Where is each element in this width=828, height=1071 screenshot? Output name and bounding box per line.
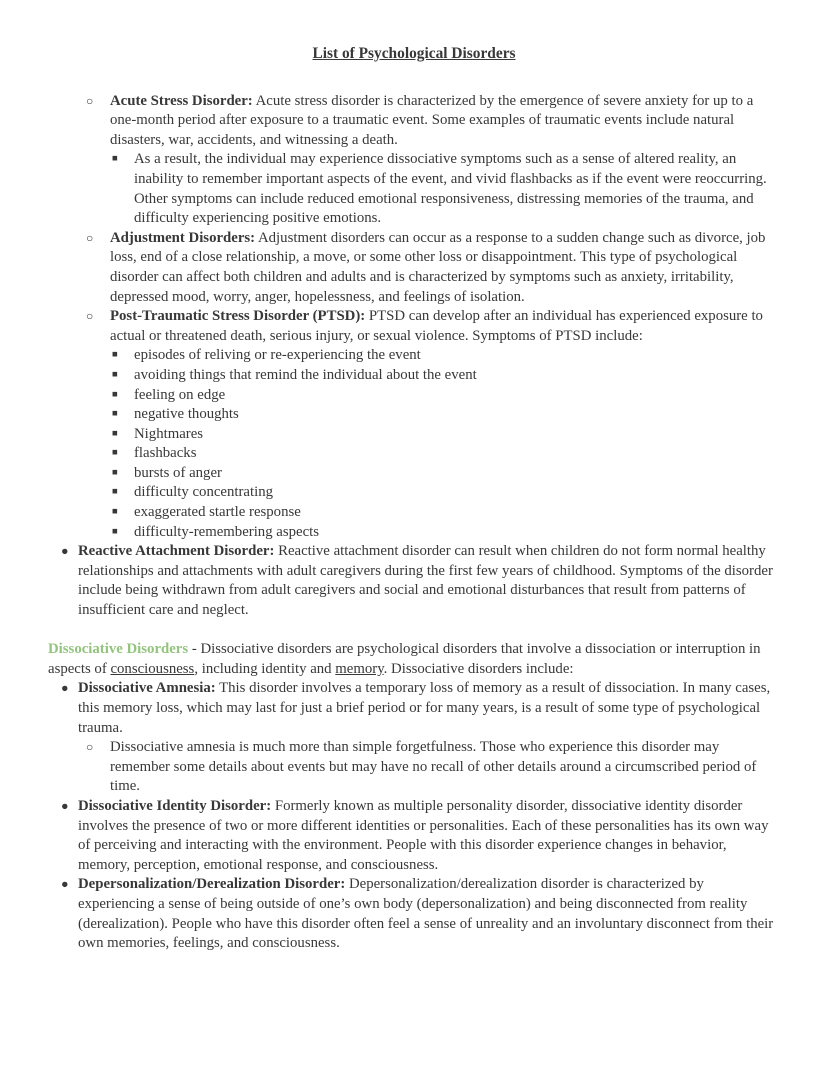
hollow-circle-bullet: ○ xyxy=(86,93,94,108)
list-item-acute-stress-detail xyxy=(48,150,780,228)
item-body: As a result, the individual may experience dissociative symptoms such as a sense of altered reality, an inability to remember important aspects of the event, and vivid flashbacks as if the event were reoccurring. Other symptoms can include reduced emotional responsiveness, distressing memories of the trauma, and difficulty experiencing positive emotions. xyxy=(134,151,767,227)
item-body: difficulty-remembering aspects xyxy=(134,523,320,540)
item-body: Reactive attachment disorder can result when children do not form normal healthy relationships and attachments with adult caregivers during the first few years of childhood. Symptoms of the disorder include being withdrawn from adult caregivers and social and emotional disturbances that result from patterns of insufficient care and neglect. xyxy=(78,543,773,619)
hollow-circle-bullet: ○ xyxy=(86,309,94,324)
ptsd-symptom-item xyxy=(48,386,780,406)
list-item-depersonalization xyxy=(48,875,780,953)
underlined-term-consciousness: consciousness xyxy=(110,660,195,677)
list-item-reactive-attachment xyxy=(48,542,780,620)
item-lead: Reactive Attachment Disorder: xyxy=(78,543,275,560)
document-title: List of Psychological Disorders xyxy=(312,45,516,62)
list-item-amnesia-detail xyxy=(48,738,780,797)
square-bullet: ■ xyxy=(112,467,118,478)
item-body: feeling on edge xyxy=(134,386,226,403)
ptsd-symptom-item xyxy=(48,405,780,425)
item-body: avoiding things that remind the individual about the event xyxy=(134,366,477,383)
underlined-term-memory: memory xyxy=(335,660,384,677)
square-bullet: ■ xyxy=(112,154,118,165)
list-item-ptsd xyxy=(48,307,780,346)
list-item-text xyxy=(110,308,763,344)
item-lead: Dissociative Amnesia: xyxy=(78,680,216,697)
item-lead: Adjustment Disorders: xyxy=(110,229,256,246)
ptsd-symptom-item xyxy=(48,503,780,523)
square-bullet: ■ xyxy=(112,389,118,400)
item-body: Adjustment disorders can occur as a response to a sudden change such as divorce, job loss, end of a close relationship, a move, or some other loss or disappointment. This type of psychological disorder can affect both children and adults and is characterized by symptoms such as anxiety, irritability, depressed mood, worry, anger, hopelessness, and feelings of isolation. xyxy=(110,229,766,305)
ptsd-symptom-item xyxy=(48,464,780,484)
list-item-adjustment xyxy=(48,229,780,307)
stress-disorders-list xyxy=(48,92,780,621)
intro-text: . Dissociative disorders include: xyxy=(383,660,574,677)
intro-text: , including identity and xyxy=(194,660,336,677)
item-body: bursts of anger xyxy=(134,464,222,481)
item-lead: Depersonalization/Derealization Disorder: xyxy=(78,876,346,893)
dissociative-intro-paragraph xyxy=(48,640,780,679)
item-lead: Post-Traumatic Stress Disorder (PTSD): xyxy=(110,308,366,325)
ptsd-symptom-item xyxy=(48,346,780,366)
disc-bullet: ● xyxy=(61,544,69,559)
item-body: episodes of reliving or re-experiencing the event xyxy=(134,347,421,364)
list-item-text xyxy=(78,543,773,618)
disc-bullet: ● xyxy=(61,798,69,813)
disc-bullet: ● xyxy=(61,681,69,696)
item-body: Depersonalization/derealization disorder is characterized by experiencing a sense of being outside of one’s own body (depersonalization) and being disconnected from reality (derealization). People who have this disorder often feel a sense of unreality and an involuntary disconnect from their own memories, feelings, and consciousness. xyxy=(78,876,774,952)
ptsd-symptom-item xyxy=(48,444,780,464)
list-item-text xyxy=(78,680,770,735)
list-item-text xyxy=(78,798,768,873)
item-body: This disorder involves a temporary loss of memory as a result of dissociation. In many cases, this memory loss, which may last for just a brief period or for many years, is a result of some type of psychological trauma. xyxy=(78,680,771,736)
list-item-acute-stress xyxy=(48,92,780,151)
item-body: difficulty concentrating xyxy=(134,484,274,501)
disc-bullet: ● xyxy=(61,877,69,892)
square-bullet: ■ xyxy=(112,409,118,420)
list-item-dissociative-identity xyxy=(48,797,780,875)
ptsd-symptom-item xyxy=(48,523,780,543)
dissociative-disorders-list xyxy=(48,679,780,953)
list-item-text xyxy=(134,151,767,226)
square-bullet: ■ xyxy=(112,428,118,439)
item-body: flashbacks xyxy=(134,445,197,462)
item-body: negative thoughts xyxy=(134,406,239,423)
square-bullet: ■ xyxy=(112,487,118,498)
item-body: Formerly known as multiple personality disorder, dissociative identity disorder involves the presence of two or more different identities or personalities. Each of these personalities has its own way of perceiving and interacting with the environment. People with this disorder experience changes in behavior, memory, perception, emotional response, and consciousness. xyxy=(78,797,769,873)
intro-text: - Dissociative disorders are psychological disorders that involve a dissociation or interruption in aspects of xyxy=(48,641,761,677)
list-item-dissociative-amnesia xyxy=(48,679,780,738)
list-item-text xyxy=(78,876,773,951)
square-bullet: ■ xyxy=(112,369,118,380)
square-bullet: ■ xyxy=(112,350,118,361)
square-bullet: ■ xyxy=(112,526,118,537)
item-lead: Dissociative Identity Disorder: xyxy=(78,797,272,814)
hollow-circle-bullet: ○ xyxy=(86,740,94,755)
item-body: Nightmares xyxy=(134,425,204,442)
ptsd-symptom-item xyxy=(48,366,780,386)
list-item-text xyxy=(110,93,753,148)
square-bullet: ■ xyxy=(112,448,118,459)
item-body: Dissociative amnesia is much more than simple forgetfulness. Those who experience this disorder may remember some details about events but may have no recall of other details around a circumscribed period of time. xyxy=(110,739,757,795)
item-body: PTSD can develop after an individual has experienced exposure to actual or threatened death, serious injury, or sexual violence. Symptoms of PTSD include: xyxy=(110,308,763,344)
dissociative-section-heading: Dissociative Disorders xyxy=(48,641,189,658)
item-body: exaggerated startle response xyxy=(134,504,301,521)
ptsd-symptom-item xyxy=(48,483,780,503)
item-body: Acute stress disorder is characterized by the emergence of severe anxiety for up to a one-month period after exposure to a traumatic event. Some examples of traumatic events include natural disasters, war, accidents, and witnessing a death. xyxy=(110,92,754,148)
list-item-text xyxy=(110,230,765,305)
hollow-circle-bullet: ○ xyxy=(86,230,94,245)
square-bullet: ■ xyxy=(112,507,118,518)
list-item-text xyxy=(110,739,756,794)
ptsd-symptom-item xyxy=(48,425,780,445)
item-lead: Acute Stress Disorder: xyxy=(110,92,253,109)
